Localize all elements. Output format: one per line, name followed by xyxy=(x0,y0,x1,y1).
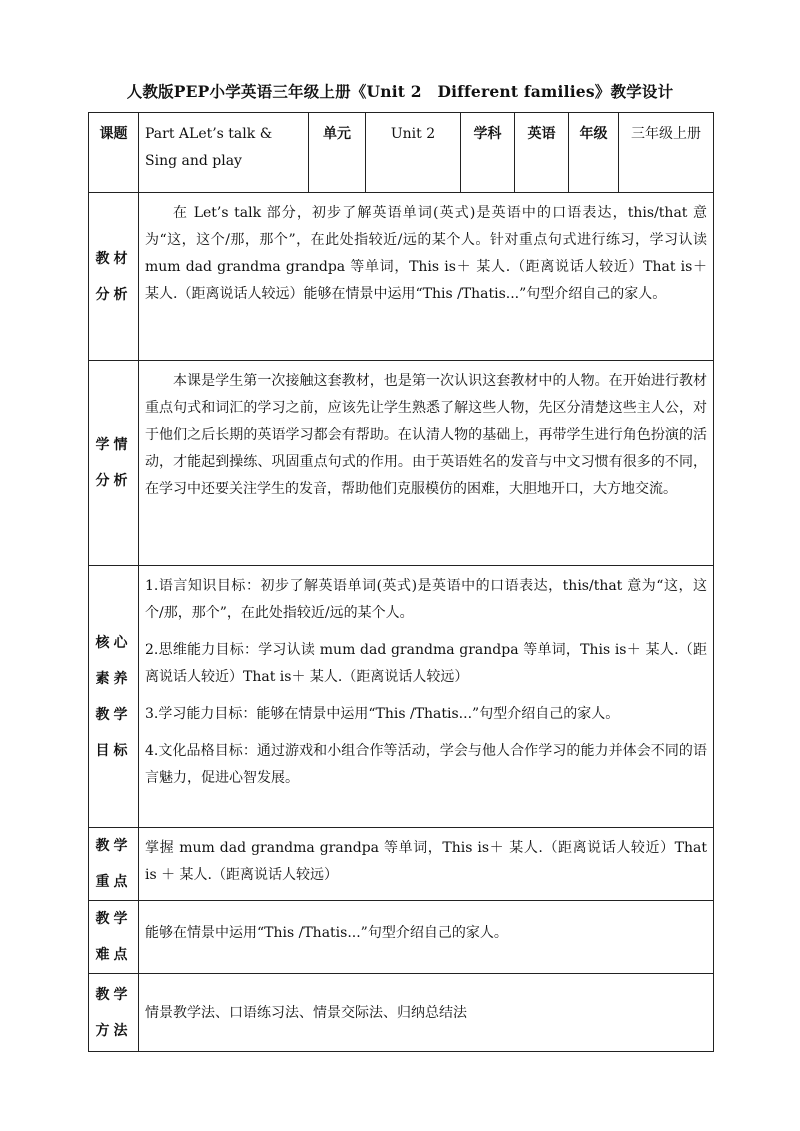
teaching-methods-text: 情景教学法、口语练习法、情景交际法、归纳总结法 xyxy=(145,1004,467,1021)
teaching-difficulty-text: 能够在情景中运用“This /Thatis...”句型介绍自己的家人。 xyxy=(145,925,508,941)
grade-label: 年级 xyxy=(569,113,619,193)
lesson-plan-table xyxy=(88,112,714,1052)
material-label-line-1: 教材 xyxy=(95,250,132,267)
focus-label-line-1: 教学 xyxy=(95,838,132,854)
methods-label-line-1: 教学 xyxy=(95,986,132,1003)
difficulty-label-line-1: 教学 xyxy=(95,911,132,927)
teaching-difficulty-cell xyxy=(139,901,714,974)
grade-value: 三年级上册 xyxy=(619,113,714,193)
unit-label: 单元 xyxy=(309,113,366,193)
topic-value: Part ALet’s talk & Sing and play xyxy=(139,113,309,193)
methods-label-line-2: 方法 xyxy=(95,1022,132,1039)
goals-label-line-1: 核心 xyxy=(95,634,132,651)
teaching-focus-row xyxy=(89,828,714,901)
material-analysis-row xyxy=(89,193,714,361)
goal-item: 4.文化品格目标：通过游戏和小组合作等活动，学会与他人合作学习的能力并体会不同的语言魅力，促进心智发展。 xyxy=(145,743,707,786)
teaching-focus-label xyxy=(89,828,139,901)
difficulty-label-line-2: 难点 xyxy=(95,947,132,963)
students-label-line-1: 学情 xyxy=(95,437,132,453)
subject-value: 英语 xyxy=(515,113,569,193)
core-goals-cell xyxy=(139,566,714,828)
document-title: 人教版PEP小学英语三年级上册《Unit 2 Different families》教学设计 xyxy=(126,82,674,101)
unit-value: Unit 2 xyxy=(366,113,461,193)
material-label-line-2: 分析 xyxy=(95,286,132,303)
goal-item: 1.语言知识目标：初步了解英语单词(英式)是英语中的口语表达，this/that 意为“这，这个/那，那个”，在此处指较近/远的某个人。 xyxy=(145,578,707,621)
students-label-line-2: 分析 xyxy=(95,473,132,489)
teaching-methods-row xyxy=(89,974,714,1052)
goals-label-line-4: 目标 xyxy=(95,742,132,759)
core-goals-label xyxy=(89,566,139,828)
topic-label: 课题 xyxy=(89,113,139,193)
header-row xyxy=(89,113,714,193)
material-analysis-label xyxy=(89,193,139,361)
student-analysis-cell xyxy=(139,361,714,566)
teaching-methods-label xyxy=(89,974,139,1052)
goal-item: 3.学习能力目标：能够在情景中运用“This /Thatis...”句型介绍自己的家人。 xyxy=(145,706,620,722)
student-analysis-row xyxy=(89,361,714,566)
focus-label-line-2: 重点 xyxy=(95,874,132,890)
core-goals-row xyxy=(89,566,714,828)
teaching-difficulty-row xyxy=(89,901,714,974)
student-analysis-label xyxy=(89,361,139,566)
subject-label: 学科 xyxy=(461,113,515,193)
material-analysis-text: 在 Let’s talk 部分，初步了解英语单词(英式)是英语中的口语表达，this/that 意为“这，这个/那，那个”，在此处指较近/远的某个人。针对重点句式进行练习，学习认读 mum dad grandma grandpa 等单词，This is＋ 某人.（距离说话人较近）That is＋ 某人.（距离说话人较远）能够在情景中运用“This /Thatis...”句型介绍自己的家人。 xyxy=(145,205,707,302)
goals-label-line-3: 教学 xyxy=(95,706,132,723)
teaching-difficulty-label xyxy=(89,901,139,974)
goal-item: 2.思维能力目标：学习认读 mum dad grandma grandpa 等单词，This is＋ 某人.（距离说话人较近）That is＋ 某人.（距离说话人较远） xyxy=(145,642,707,685)
student-analysis-text: 本课是学生第一次接触这套教材，也是第一次认识这套教材中的人物。在开始进行教材重点句式和词汇的学习之前，应该先让学生熟悉了解这些人物，先区分清楚这些主人公，对于他们之后长期的英语学习都会有帮助。在认清人物的基础上，再带学生进行角色扮演的活动，才能起到操练、巩固重点句式的作用。由于英语姓名的发音与中文习惯有很多的不同，在学习中还要关注学生的发音，帮助他们克服模仿的困难，大胆地开口，大方地交流。 xyxy=(145,373,707,497)
material-analysis-cell xyxy=(139,193,714,361)
goals-label-line-2: 素养 xyxy=(95,670,132,687)
teaching-focus-text: 掌握 mum dad grandma grandpa 等单词，This is＋ 某人.（距离说话人较近）That is ＋ 某人.（距离说话人较远） xyxy=(145,840,707,883)
teaching-methods-cell xyxy=(139,974,714,1052)
teaching-focus-cell xyxy=(139,828,714,901)
